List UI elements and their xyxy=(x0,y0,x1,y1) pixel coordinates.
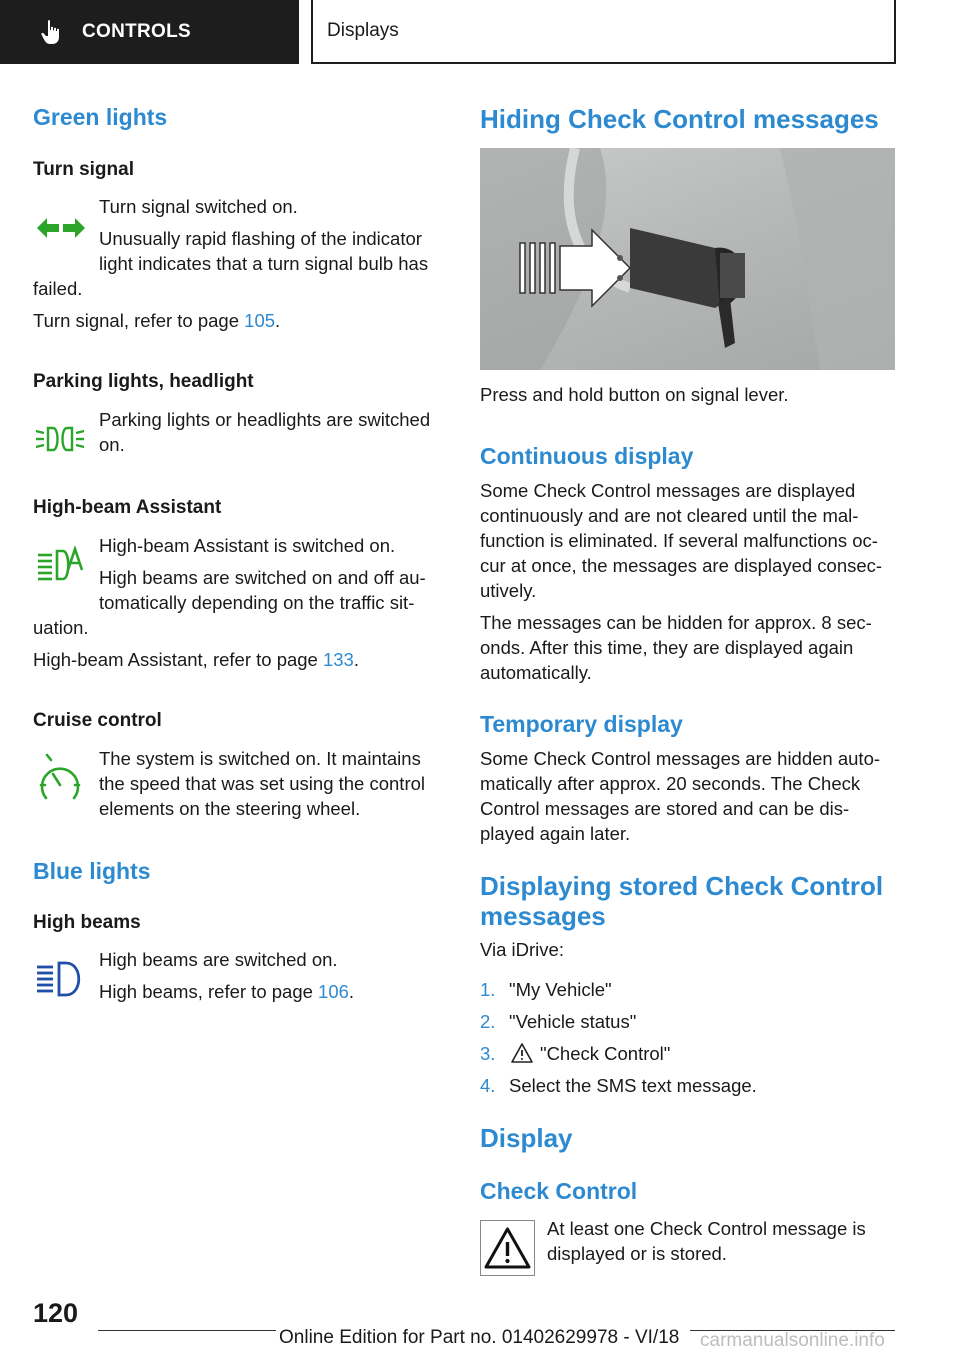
signal-lever-photo xyxy=(480,148,895,370)
page-link-106[interactable]: 106 xyxy=(318,981,349,1002)
turn-signal-line2c: failed. xyxy=(33,278,83,299)
high-beams-reference: High beams, refer to page 106. xyxy=(99,981,355,1002)
step-check-control[interactable]: "Check Control" xyxy=(540,1043,671,1064)
step-my-vehicle[interactable]: "My Vehicle" xyxy=(509,979,612,1000)
display-heading: Display xyxy=(480,1123,573,1153)
temporary-line3: Control messages are stored and can be dis- xyxy=(480,798,850,819)
step-select-message: Select the SMS text message. xyxy=(509,1075,757,1096)
temporary-line1: Some Check Control messages are hidden auto- xyxy=(480,748,881,769)
step-number: 4. xyxy=(480,1075,496,1096)
chapter-title: Displays xyxy=(327,20,399,41)
cruise-control-line1a: The system is switched on. It maintains xyxy=(99,748,421,769)
parking-lights-line1b: on. xyxy=(99,434,125,455)
chapter-tab xyxy=(311,0,896,64)
high-beam-assistant-icon xyxy=(38,546,84,582)
signal-lever-illustration xyxy=(480,148,895,370)
continuous-display-heading: Continuous display xyxy=(480,443,694,469)
continuous-p1-line1: Some Check Control messages are displayed xyxy=(480,480,856,501)
check-control-line1: At least one Check Control message is xyxy=(547,1218,866,1239)
green-lights-heading: Green lights xyxy=(33,104,168,130)
high-beams-icon xyxy=(37,961,85,997)
continuous-p1-line2: continuously and are not cleared until the mal- xyxy=(480,505,859,526)
high-beam-assistant-line1: High-beam Assistant is switched on. xyxy=(99,535,396,556)
blue-lights-heading: Blue lights xyxy=(33,858,151,884)
high-beam-assistant-title: High-beam Assistant xyxy=(33,497,222,518)
via-idrive: Via iDrive: xyxy=(480,939,564,960)
page-number: 120 xyxy=(33,1298,79,1328)
turn-signal-line2b: light indicates that a turn signal bulb has xyxy=(99,253,429,274)
turn-signal-line1: Turn signal switched on. xyxy=(99,196,298,217)
section-tab xyxy=(0,0,299,64)
continuous-p2-line1: The messages can be hidden for approx. 8 sec- xyxy=(480,612,872,633)
step-number: 2. xyxy=(480,1011,496,1032)
section-title: CONTROLS xyxy=(82,21,192,42)
stored-messages-heading-line1: Displaying stored Check Control xyxy=(480,871,884,901)
high-beams-line1: High beams are switched on. xyxy=(99,949,338,970)
page-header xyxy=(0,0,960,66)
temporary-line4: played again later. xyxy=(480,823,631,844)
cruise-control-icon xyxy=(37,752,83,804)
step-vehicle-status[interactable]: "Vehicle status" xyxy=(509,1011,637,1032)
parking-lights-line1a: Parking lights or headlights are switched xyxy=(99,409,431,430)
watermark: carmanualsonline.info xyxy=(700,1330,885,1351)
turn-signal-line2a: Unusually rapid flashing of the indicator xyxy=(99,228,422,249)
hiding-check-control-heading: Hiding Check Control messages xyxy=(480,104,879,134)
cruise-control-title: Cruise control xyxy=(33,710,162,731)
turn-signal-icon xyxy=(37,217,85,239)
high-beams-title: High beams xyxy=(33,912,141,933)
edition-footer: Online Edition for Part no. 01402629978 - VI/18 xyxy=(279,1327,680,1348)
high-beam-assistant-line2a: High beams are switched on and off au- xyxy=(99,567,426,588)
stored-messages-heading-line2: messages xyxy=(480,901,606,931)
high-beam-assistant-line2b: tomatically depending on the traffic sit- xyxy=(99,592,415,613)
turn-signal-title: Turn signal xyxy=(33,159,134,180)
check-control-heading: Check Control xyxy=(480,1178,638,1204)
continuous-p1-line5: utively. xyxy=(480,580,537,601)
continuous-p1-line3: function is eliminated. If several malfunctions oc- xyxy=(480,530,878,551)
parking-lights-icon xyxy=(36,425,84,453)
high-beam-assistant-line2c: uation. xyxy=(33,617,89,638)
temporary-line2: matically after approx. 20 seconds. The Check xyxy=(480,773,861,794)
check-control-warning-icon xyxy=(480,1220,535,1276)
continuous-p2-line3: automatically. xyxy=(480,662,592,683)
photo-caption: Press and hold button on signal lever. xyxy=(480,384,789,405)
page-link-133[interactable]: 133 xyxy=(322,649,354,670)
step-number: 3. xyxy=(480,1043,496,1064)
continuous-p2-line2: onds. After this time, they are displayed again xyxy=(480,637,854,658)
check-control-line2: displayed or is stored. xyxy=(547,1243,727,1264)
high-beam-assistant-reference: High-beam Assistant, refer to page 133. xyxy=(33,649,359,670)
warning-triangle-icon xyxy=(511,1043,533,1063)
cruise-control-line1c: elements on the steering wheel. xyxy=(99,798,361,819)
cruise-control-line1b: the speed that was set using the control xyxy=(99,773,426,794)
continuous-p1-line4: cur at once, the messages are displayed consec- xyxy=(480,555,883,576)
turn-signal-reference: Turn signal, refer to page 105. xyxy=(33,310,281,331)
temporary-display-heading: Temporary display xyxy=(480,711,683,737)
step-number: 1. xyxy=(480,979,496,1000)
footer-rule-left xyxy=(98,1330,276,1331)
parking-lights-title: Parking lights, headlight xyxy=(33,371,254,392)
page-link-105[interactable]: 105 xyxy=(244,310,276,331)
pointing-hand-icon xyxy=(40,19,62,45)
